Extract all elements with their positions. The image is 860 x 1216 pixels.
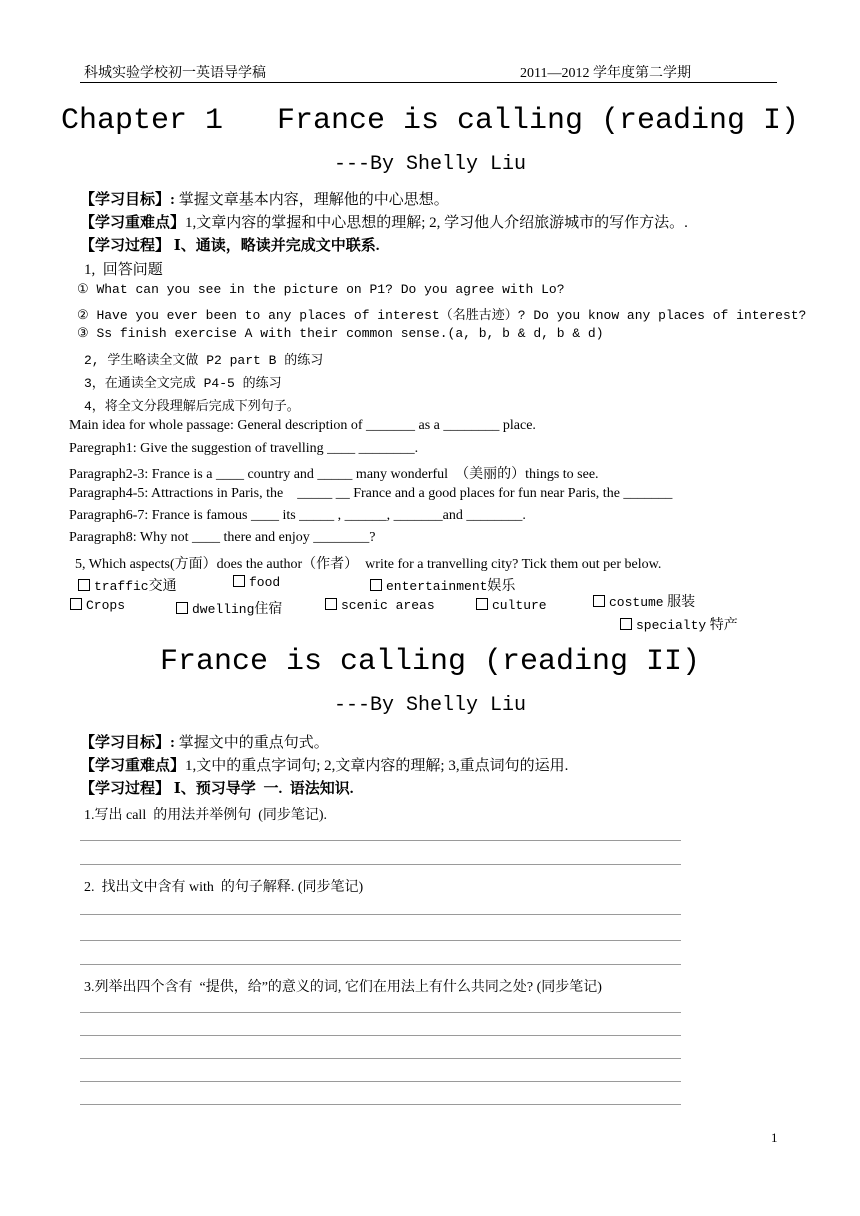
task-2: 2. 找出文中含有 with 的句子解释. (同步笔记) bbox=[84, 880, 364, 895]
header-divider bbox=[80, 82, 777, 83]
aspect-costume[interactable]: costume 服装 bbox=[586, 575, 695, 611]
header-term: 2011—2012 学年度第二学期 bbox=[520, 66, 691, 81]
fill-line-main-idea: Main idea for whole passage: General description of _______ as a ________ place. bbox=[69, 418, 536, 433]
aspect-scenic-areas[interactable]: scenic areas bbox=[325, 598, 435, 614]
step-3: 3，在通读全文完成 P4-5 的练习 bbox=[84, 376, 282, 391]
fill-line-paragraph8: Paragraph8: Why not ____ there and enjoy ________? bbox=[69, 530, 376, 545]
page-number: 1 bbox=[771, 1130, 778, 1145]
answer-line[interactable] bbox=[80, 1058, 681, 1059]
question-heading: 1, 回答问题 bbox=[84, 262, 163, 278]
aspect-dwelling[interactable]: dwelling住宿 bbox=[176, 598, 282, 618]
learning-process bbox=[80, 234, 380, 255]
task-1: 1.写出 call 的用法并举例句 (同步笔记). bbox=[84, 808, 328, 823]
checkbox-icon[interactable] bbox=[78, 579, 90, 591]
answer-line[interactable] bbox=[80, 1104, 681, 1105]
answer-line[interactable] bbox=[80, 1012, 681, 1013]
answer-line[interactable] bbox=[80, 864, 681, 865]
answer-line[interactable] bbox=[80, 840, 681, 841]
step-2: 2, 学生略读全文做 P2 part B 的练习 bbox=[84, 353, 324, 368]
section2-process-text: Ⅰ、预习导学 bbox=[173, 781, 256, 797]
answer-line[interactable] bbox=[80, 1081, 681, 1082]
aspect-entertainment[interactable]: entertainment娱乐 bbox=[370, 575, 515, 595]
aspect-crops[interactable]: Crops bbox=[70, 598, 125, 614]
learning-process-text: Ⅰ、通读，略读并完成文中联系. bbox=[173, 238, 380, 254]
aspect-specialty[interactable]: specialty 特产 bbox=[613, 598, 738, 634]
checkbox-icon[interactable] bbox=[593, 595, 605, 607]
checkbox-icon[interactable] bbox=[176, 602, 188, 614]
section2-process-label: 【学习过程】 bbox=[80, 781, 171, 797]
key-points bbox=[80, 211, 688, 232]
checkbox-icon[interactable] bbox=[370, 579, 382, 591]
key-points-text: 1,文章内容的掌握和中心思想的理解; 2, 学习他人介绍旅游城市的写作方法。. bbox=[185, 215, 688, 231]
fill-line-paragraph6-7: Paragraph6-7: France is famous ____ its _____ , ______, _______and ________. bbox=[69, 508, 526, 523]
learning-process-label: 【学习过程】 bbox=[80, 238, 171, 254]
answer-line[interactable] bbox=[80, 964, 681, 965]
aspects-question: 5, Which aspects(方面）does the author（作者） write for a tranvelling city? Tick them out per below. bbox=[75, 557, 662, 572]
checkbox-icon[interactable] bbox=[325, 598, 337, 610]
question-1: ① What can you see in the picture on P1? Do you agree with Lo? bbox=[77, 282, 565, 297]
section2-learning-process bbox=[80, 777, 354, 798]
checkbox-icon[interactable] bbox=[476, 598, 488, 610]
learning-goal-text: 掌握文章基本内容，理解他的中心思想。 bbox=[178, 192, 449, 208]
chapter-title: Chapter 1 France is calling (reading I) bbox=[60, 104, 800, 138]
section2-key-points bbox=[80, 754, 568, 775]
fill-line-paragraph2-3: Paragraph2-3: France is a ____ country and _____ many wonderful （美丽的）things to see. bbox=[69, 467, 599, 482]
aspect-culture[interactable]: culture bbox=[476, 598, 547, 614]
section2-key-label: 【学习重难点】 bbox=[80, 758, 186, 774]
learning-goal bbox=[80, 188, 449, 209]
section2-title: France is calling (reading II) bbox=[159, 645, 701, 679]
learning-goal-label: 【学习目标】: bbox=[80, 192, 175, 208]
answer-line[interactable] bbox=[80, 940, 681, 941]
key-points-label: 【学习重难点】 bbox=[80, 215, 186, 231]
section2-goal-label: 【学习目标】: bbox=[80, 735, 175, 751]
answer-line[interactable] bbox=[80, 914, 681, 915]
section2-key-text: 1,文中的重点字词句; 2,文章内容的理解; 3,重点词句的运用. bbox=[185, 758, 569, 774]
section2-learning-goal bbox=[80, 731, 329, 752]
section2-byline: ---By Shelly Liu bbox=[333, 694, 527, 717]
question-2: ② Have you ever been to any places of interest（名胜古迹）? Do you know any places of interest? bbox=[77, 308, 807, 323]
section2-process-sub: 一. 语法知识. bbox=[263, 781, 354, 797]
fill-line-paragraph4-5: Paragraph4-5: Attractions in Paris, the _____ __ France and a good places for fun near Paris, the _______ bbox=[69, 486, 673, 501]
fill-line-paragraph1: Paregraph1: Give the suggestion of travelling ____ ________. bbox=[69, 441, 419, 456]
checkbox-icon[interactable] bbox=[620, 618, 632, 630]
task-3: 3.列举出四个含有 “提供，给”的意义的词, 它们在用法上有什么共同之处? (同步笔记) bbox=[84, 980, 602, 995]
section2-goal-text: 掌握文中的重点句式。 bbox=[178, 735, 329, 751]
step-4: 4，将全文分段理解后完成下列句子。 bbox=[84, 399, 300, 414]
aspect-traffic[interactable]: traffic交通 bbox=[78, 575, 177, 595]
header-school-name: 科城实验学校初一英语导学稿 bbox=[84, 66, 266, 81]
checkbox-icon[interactable] bbox=[70, 598, 82, 610]
answer-line[interactable] bbox=[80, 1035, 681, 1036]
byline: ---By Shelly Liu bbox=[333, 153, 527, 176]
question-3: ③ Ss finish exercise A with their common sense.(a, b, b & d, b & d) bbox=[77, 326, 604, 341]
aspect-food[interactable]: food bbox=[233, 575, 280, 591]
checkbox-icon[interactable] bbox=[233, 575, 245, 587]
